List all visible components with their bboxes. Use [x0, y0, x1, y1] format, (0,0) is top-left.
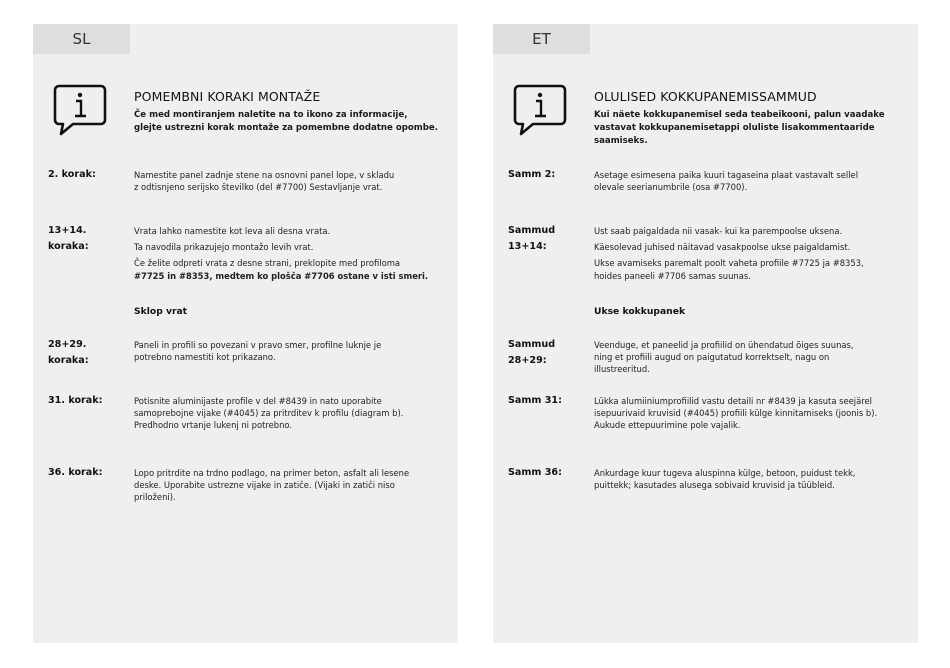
step-text-36: Lopo pritrdite na trdno podlago, na primer beton, asfalt ali lesene deske. Uporabite ustrezne vijake in zatiče. (Vijaki in zatiči niso priloženi).	[134, 468, 410, 503]
step-label-36: Samm 36:	[508, 467, 562, 478]
language-tab-sl: SL	[33, 24, 130, 54]
step-text-28-29: Paneli in profili so povezani v pravo smer, profilne luknje je potrebno namestiti kot prikazano.	[134, 340, 382, 363]
step-label-2: 2. korak:	[48, 169, 96, 180]
language-tab-et: ET	[493, 24, 590, 54]
section-heading: OLULISED KOKKUPANEMISSAMMUD	[594, 89, 817, 104]
step-text-31: Lükka alumiiniumprofiilid vastu detaili nr #8439 ja kasuta seejärel isepuurivaid kruvisid (#4045) profiili külge kinnitamiseks (joonis b). Aukude ettepuurimine pole vajalik.	[594, 396, 878, 431]
step-label-28-29: Sammud 28+29:	[508, 339, 556, 366]
step-text-36: Ankurdage kuur tugeva aluspinna külge, betoon, puidust tekk, puittekk; kasutades alusega sobivaid kruvisid ja tüübleid.	[594, 468, 856, 491]
subheading-door-assembly: Ukse kokkupanek	[594, 306, 686, 317]
step-label-31: 31. korak:	[48, 395, 103, 406]
intro-text: Kui näete kokkupanemisel seda teabeikooni, palun vaadake vastavat kokkupanemisetappi oluliste lisakommentaaride saamiseks.	[594, 110, 885, 146]
step-text-2: Namestite panel zadnje stene na osnovni panel lope, v skladu z odtisnjeno serijsko številko (del #7700) Sestavljanje vrat.	[134, 170, 395, 193]
info-icon	[513, 82, 567, 138]
step-text-28-29: Veenduge, et paneelid ja profiilid on ühendatud õiges suunas, ning et profiili augud on paigutatud korrektselt, nagu on illustreeritud.	[594, 340, 854, 375]
page-sl	[33, 24, 458, 643]
subheading-door-assembly: Sklop vrat	[134, 306, 188, 317]
step-text-13-14: Vrata lahko namestite kot leva ali desna vrata. Ta navodila prikazujejo montažo levih vrat. Če želite odpreti vrata z desne strani, preklopite med profiloma #7725 in #8353, medtem ko plošča #7706 ostane v isti smeri.	[134, 226, 429, 281]
step-label-28-29: 28+29. koraka:	[48, 339, 89, 366]
step-label-13-14: Sammud 13+14:	[508, 225, 556, 252]
step-label-31: Samm 31:	[508, 395, 562, 406]
step-text-31: Potisnite aluminijaste profile v del #8439 in nato uporabite samoprebojne vijake (#4045) za pritrditev k profilu (diagram b). Predhodno vrtanje lukenj ni potrebno.	[134, 396, 404, 431]
intro-text: Če med montiranjem naletite na to ikono za informacije, glejte ustrezni korak montaže za pomembne dodatne opombe.	[134, 110, 438, 133]
step-label-13-14: 13+14. koraka:	[48, 225, 89, 252]
step-text-2: Asetage esimesena paika kuuri tagaseina plaat vastavalt sellel olevale seerianumbrile (osa #7700).	[594, 170, 859, 193]
page-et	[493, 24, 918, 643]
step-text-13-14: Ust saab paigaldada nii vasak- kui ka parempoolse uksena. Käesolevad juhised näitavad vasakpoolse ukse paigaldamist. Ukse avamiseks paremalt poolt vaheta profiile #7725 ja #8353, hoides paneeli #7706 samas suunas.	[594, 226, 864, 281]
info-icon	[53, 82, 107, 138]
section-heading: POMEMBNI KORAKI MONTAŽE	[134, 89, 321, 104]
step-label-2: Samm 2:	[508, 169, 556, 180]
step-label-36: 36. korak:	[48, 467, 103, 478]
